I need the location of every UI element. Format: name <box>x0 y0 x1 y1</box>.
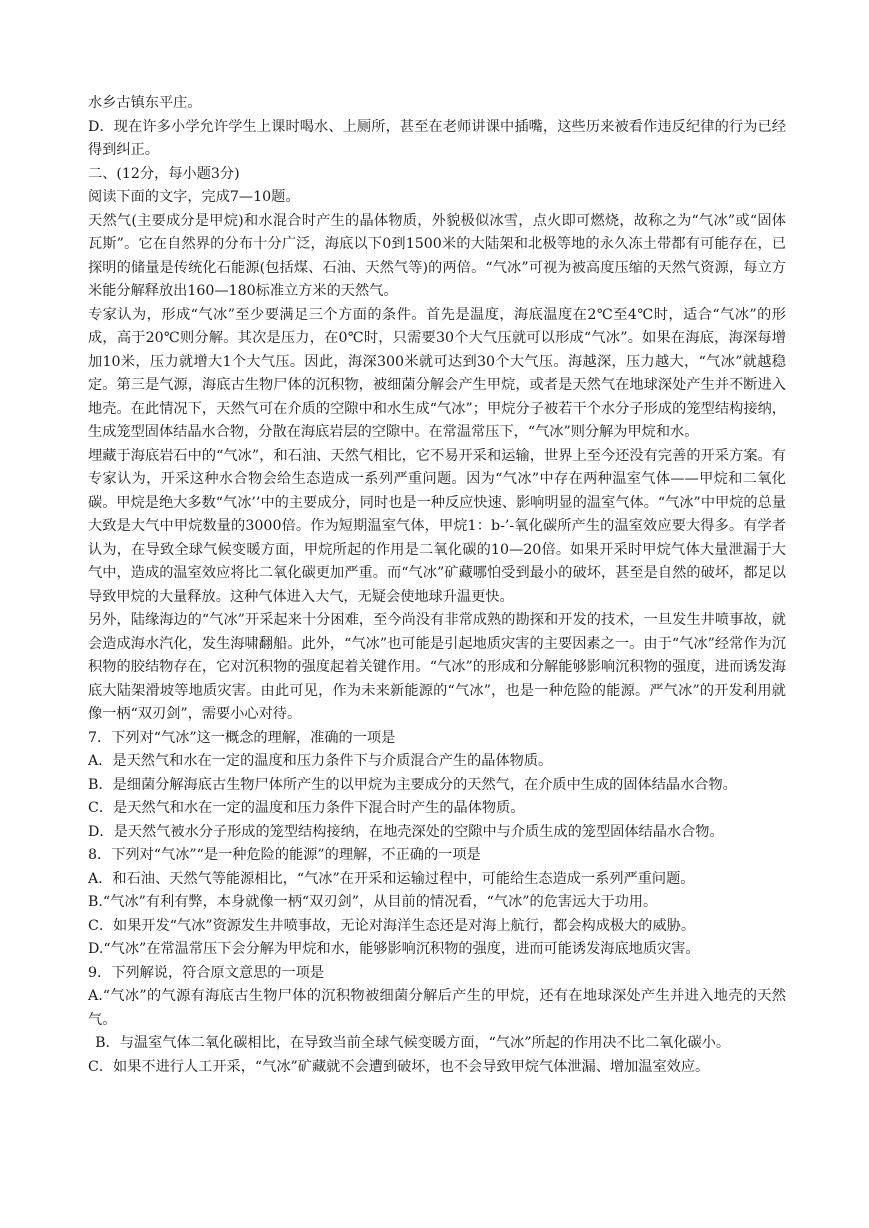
text-line: D．现在许多小学允许学生上课时喝水、上厕所，甚至在老师讲课中插嘴，这些历来被看作违反纪律的行为已经得到纠正。 <box>88 118 786 158</box>
option-9a: A.“气冰”的气源有海底古生物尸体的沉积物被细菌分解后产生的甲烷，还有在地球深处产生并进入地壳的天然气。 <box>88 988 786 1028</box>
option-9c: C．如果不进行人工开采，“气冰”矿藏就不会遭到破坏，也不会导致甲烷气体泄漏、增加温室效应。 <box>88 1058 710 1075</box>
option-7a: A．是天然气和水在一定的温度和压力条件下与介质混合产生的晶体物质。 <box>88 753 553 769</box>
text-line: 水乡古镇东平庄。 <box>88 95 202 111</box>
option-8c: C．如果开发“气冰”资源发生井喷事故，无论对海洋生态还是对海上航行，都会构成极大的威胁。 <box>88 917 696 934</box>
option-7d: D．是天然气被水分子形成的笼型结构接纳，在地壳深处的空隙中与介质生成的笼型固体结晶水合物。 <box>88 823 724 840</box>
option-8d: D.“气冰”在常温常压下会分解为甲烷和水，能够影响沉积物的强度，进而可能诱发海底地质灾害。 <box>88 941 700 957</box>
question-8: 8．下列对“气冰”“是一种危险的能源”的理解，不正确的一项是 <box>88 847 481 863</box>
option-7b: B．是细菌分解海底古生物尸体所产生的以甲烷为主要成分的天然气，在介质中生成的固体结晶水合物。 <box>88 776 737 793</box>
section-heading: 二、(12分，每小题3分) <box>88 165 240 182</box>
question-7: 7．下列对“气冰”这一概念的理解，准确的一项是 <box>88 729 396 746</box>
option-8a: A．和石油、天然气等能源相比，“气冰”在开采和运输过程中，可能给生态造成一系列严重问题。 <box>88 870 695 887</box>
document-page <box>88 92 786 1079</box>
option-8b: B.“气冰”有利有弊，本身就像一柄“双刃剑”，从目前的情况看，“气冰”的危害远大于功用。 <box>88 894 658 910</box>
option-7c: C．是天然气和水在一定的温度和压力条件下混合时产生的晶体物质。 <box>88 800 525 816</box>
paragraph-2: 专家认为，形成“气冰”至少要满足三个方面的条件。首先是温度，海底温度在2℃至4℃时，适合“气冰”的形成，高于20℃则分解。其次是压力，在0℃时，只需要30个大气压就可以形成“气冰”。如果在海底，海深每增加10米，压力就增大1个大气压。因此，海深300米就可达到30个大气压。海越深，压力越大，“气冰”就越稳定。第三是气源，海底古生物尸体的沉积物，被细菌分解会产生甲烷，或者是天然气在地球深处产生并不断进入地壳。在此情况下，天然气可在介质的空隙中和水生成“气冰”；甲烷分子被若干个水分子形成的笼型结构接纳，生成笼型固体结晶水合物，分散在海底岩层的空隙中。在常温常压下，“气冰”则分解为甲烷和水。 <box>88 306 786 440</box>
instruction: 阅读下面的文字，完成7—10题。 <box>88 189 300 205</box>
paragraph-1: 天然气(主要成分是甲烷)和水混合时产生的晶体物质，外貌极似冰雪，点火即可燃烧，故称之为“气冰”或“固体瓦斯”。它在自然界的分布十分广泛，海底以下0到1500米的大陆架和北极等地的永久冻土带都有可能存在，已探明的储量是传统化石能源(包括煤、石油、天然气等)的两倍。“气冰”可视为被高度压缩的天然气资源，每立方米能分解释放出160—180标准立方米的天然气。 <box>88 212 786 299</box>
question-9: 9．下列解说，符合原文意思的一项是 <box>88 964 325 981</box>
option-9b: B．与温室气体二氧化碳相比，在导致当前全球气候变暖方面，“气冰”所起的作用决不比二氧化碳小。 <box>95 1035 731 1051</box>
paragraph-4: 另外，陆缘海边的“气冰”开采起来十分困难，至今尚没有非常成熟的勘探和开发的技术，一旦发生井喷事故，就会造成海水汽化，发生海啸翻船。此外，“气冰”也可能是引起地质灾害的主要因素之一。由于“气冰”经常作为沉积物的胶结物存在，它对沉积物的强度起着关键作用。“气冰”的形成和分解能够影响沉积物的强度，进而诱发海底大陆架滑坡等地质灾害。由此可见，作为未来新能源的“气冰”，也是一种危险的能源。严气冰”的开发利用就像一柄“双刃剑”，需要小心对待。 <box>88 612 786 722</box>
paragraph-3: 埋藏于海底岩石中的“气冰”，和石油、天然气相比，它不易开采和运输，世界上至今还没有完善的开采方案。有专家认为，开采这种水合物会给生态造成一系列严重问题。因为“气冰”中存在两种温室气体——甲烷和二氧化碳。甲烷是绝大多数“气冰’’中的主要成分，同时也是一种反应快速、影响明显的温室气体。“气冰”中甲烷的总量大致是大气中甲烷数量的3000倍。作为短期温室气体，甲烷1：b-’-氧化碳所产生的温室效应要大得多。有学者认为，在导致全球气候变暖方面，甲烷所起的作用是二氧化碳的10—20倍。如果开采时甲烷气体大量泄漏于大气中，造成的温室效应将比二氧化碳更加严重。而“气冰”矿藏哪怕受到最小的破坏，甚至是自然的破坏，都足以导致甲烷的大量释放。这种气体进入大气，无疑会使地球升温更快。 <box>88 447 786 605</box>
